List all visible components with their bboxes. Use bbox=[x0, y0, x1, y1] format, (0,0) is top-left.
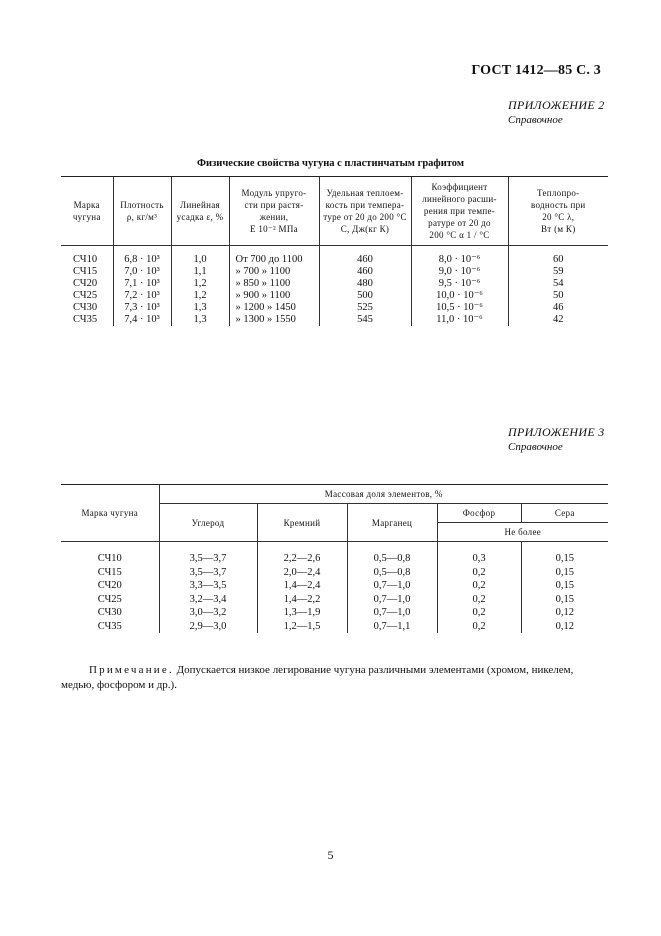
cell-silicon: 2,2—2,6 bbox=[257, 542, 347, 566]
table-row bbox=[61, 266, 608, 278]
cell-shrinkage: 1,0 bbox=[171, 246, 229, 267]
cell-heat-capacity: 525 bbox=[319, 302, 411, 314]
table-row bbox=[61, 314, 608, 326]
note-label: Примечание. bbox=[89, 664, 174, 676]
note-paragraph bbox=[61, 663, 608, 693]
table-row bbox=[61, 290, 608, 302]
header-manganese: Марганец bbox=[347, 504, 437, 542]
table-row bbox=[61, 246, 608, 267]
cell-phosphorus: 0,2 bbox=[437, 620, 521, 634]
table-row bbox=[61, 606, 608, 620]
cell-carbon: 2,9—3,0 bbox=[159, 620, 257, 634]
appendix-2-label bbox=[508, 98, 608, 126]
cell-shrinkage: 1,1 bbox=[171, 266, 229, 278]
cell-density: 7,3 · 10³ bbox=[113, 302, 171, 314]
header-density: Плотность ρ, кг/м³ bbox=[113, 177, 171, 246]
cell-modulus: От 700 до 1100 bbox=[229, 246, 319, 267]
cell-heat-capacity: 500 bbox=[319, 290, 411, 302]
cell-manganese: 0,5—0,8 bbox=[347, 566, 437, 580]
cell-modulus: » 1300 » 1550 bbox=[229, 314, 319, 326]
header-sulfur: Сера bbox=[521, 504, 608, 523]
cell-phosphorus: 0,2 bbox=[437, 566, 521, 580]
header-phosphorus: Фосфор bbox=[437, 504, 521, 523]
header-carbon: Углерод bbox=[159, 504, 257, 542]
table-row bbox=[61, 302, 608, 314]
cell-conductivity: 54 bbox=[508, 278, 608, 290]
cell-grade: СЧ25 bbox=[73, 290, 98, 301]
cell-conductivity: 46 bbox=[508, 302, 608, 314]
cell-expansion: 9,0 · 10⁻⁶ bbox=[411, 266, 508, 278]
cell-carbon: 3,0—3,2 bbox=[159, 606, 257, 620]
cell-manganese: 0,7—1,1 bbox=[347, 620, 437, 634]
header-conductivity: Теплопро- водность при 20 °С λ, Вт (м К) bbox=[508, 177, 608, 246]
cell-silicon: 1,2—1,5 bbox=[257, 620, 347, 634]
cell-modulus: » 1200 » 1450 bbox=[229, 302, 319, 314]
document-header: ГОСТ 1412—85 С. 3 bbox=[471, 63, 601, 78]
cell-density: 7,0 · 10³ bbox=[113, 266, 171, 278]
cell-modulus: » 850 » 1100 bbox=[229, 278, 319, 290]
header-expansion: Коэффициент линейного расши- рения при темпе- ратуре от 20 до 200 °С α 1 / °С bbox=[411, 177, 508, 246]
cell-conductivity: 60 bbox=[508, 246, 608, 267]
cell-shrinkage: 1,2 bbox=[171, 278, 229, 290]
cell-expansion: 8,0 · 10⁻⁶ bbox=[411, 246, 508, 267]
cell-sulfur: 0,15 bbox=[521, 542, 608, 566]
cell-heat-capacity: 545 bbox=[319, 314, 411, 326]
cell-modulus: » 900 » 1100 bbox=[229, 290, 319, 302]
cell-carbon: 3,5—3,7 bbox=[159, 542, 257, 566]
cell-sulfur: 0,15 bbox=[521, 593, 608, 607]
table-row bbox=[61, 593, 608, 607]
table-row bbox=[61, 566, 608, 580]
appendix-3-label bbox=[508, 425, 608, 453]
cell-silicon: 2,0—2,4 bbox=[257, 566, 347, 580]
cell-silicon: 1,4—2,4 bbox=[257, 579, 347, 593]
cell-density: 7,4 · 10³ bbox=[113, 314, 171, 326]
cell-expansion: 10,0 · 10⁻⁶ bbox=[411, 290, 508, 302]
cell-manganese: 0,7—1,0 bbox=[347, 579, 437, 593]
cell-heat-capacity: 480 bbox=[319, 278, 411, 290]
header-shrinkage: Линейная усадка ε, % bbox=[171, 177, 229, 246]
cell-sulfur: 0,12 bbox=[521, 606, 608, 620]
header-grade: Марка чугуна bbox=[61, 485, 159, 542]
cell-carbon: 3,5—3,7 bbox=[159, 566, 257, 580]
cell-silicon: 1,4—2,2 bbox=[257, 593, 347, 607]
table-row bbox=[61, 542, 608, 566]
cell-shrinkage: 1,2 bbox=[171, 290, 229, 302]
chemical-composition-table bbox=[61, 484, 608, 633]
page-number: 5 bbox=[327, 848, 334, 862]
table-row bbox=[61, 620, 608, 634]
appendix-3-title: ПРИЛОЖЕНИЕ 3 bbox=[508, 425, 605, 439]
cell-manganese: 0,5—0,8 bbox=[347, 542, 437, 566]
cell-grade: СЧ20 bbox=[73, 278, 98, 289]
header-not-more-than: Не более bbox=[437, 523, 608, 542]
cell-grade: СЧ35 bbox=[97, 620, 122, 632]
cell-expansion: 11,0 · 10⁻⁶ bbox=[411, 314, 508, 326]
cell-grade: СЧ30 bbox=[73, 302, 98, 313]
cell-shrinkage: 1,3 bbox=[171, 314, 229, 326]
cell-density: 6,8 · 10³ bbox=[113, 246, 171, 267]
appendix-2-title: ПРИЛОЖЕНИЕ 2 bbox=[508, 98, 605, 112]
appendix-3-subtitle: Справочное bbox=[508, 441, 563, 453]
cell-manganese: 0,7—1,0 bbox=[347, 606, 437, 620]
cell-phosphorus: 0,2 bbox=[437, 593, 521, 607]
cell-density: 7,2 · 10³ bbox=[113, 290, 171, 302]
cell-phosphorus: 0,2 bbox=[437, 579, 521, 593]
header-modulus: Модуль упруго- сти при растя- жении, E 10⁻² МПа bbox=[229, 177, 319, 246]
physical-properties-table bbox=[61, 176, 608, 326]
table-1-title: Физические свойства чугуна с пластинчатым графитом bbox=[197, 158, 464, 169]
cell-conductivity: 50 bbox=[508, 290, 608, 302]
note-text: Допускается низкое легирование чугуна различными элементами (хромом, никелем, медью, фосфором и др.). bbox=[61, 664, 574, 691]
cell-density: 7,1 · 10³ bbox=[113, 278, 171, 290]
cell-manganese: 0,7—1,0 bbox=[347, 593, 437, 607]
cell-silicon: 1,3—1,9 bbox=[257, 606, 347, 620]
appendix-2-subtitle: Справочное bbox=[508, 114, 563, 126]
cell-phosphorus: 0,2 bbox=[437, 606, 521, 620]
header-silicon: Кремний bbox=[257, 504, 347, 542]
cell-carbon: 3,3—3,5 bbox=[159, 579, 257, 593]
cell-grade: СЧ15 bbox=[97, 566, 122, 578]
cell-sulfur: 0,15 bbox=[521, 579, 608, 593]
cell-grade: СЧ10 bbox=[97, 553, 122, 564]
cell-grade: СЧ35 bbox=[73, 314, 98, 325]
cell-carbon: 3,2—3,4 bbox=[159, 593, 257, 607]
cell-grade: СЧ10 bbox=[73, 254, 98, 265]
cell-grade: СЧ30 bbox=[97, 607, 122, 618]
cell-sulfur: 0,12 bbox=[521, 620, 608, 634]
cell-phosphorus: 0,3 bbox=[437, 542, 521, 566]
table-row bbox=[61, 278, 608, 290]
cell-heat-capacity: 460 bbox=[319, 266, 411, 278]
header-grade: Марка чугуна bbox=[61, 177, 113, 246]
cell-expansion: 10,5 · 10⁻⁶ bbox=[411, 302, 508, 314]
table-2-header-row-1 bbox=[61, 485, 608, 504]
table-row bbox=[61, 579, 608, 593]
cell-grade: СЧ15 bbox=[73, 266, 98, 277]
cell-shrinkage: 1,3 bbox=[171, 302, 229, 314]
cell-modulus: » 700 » 1100 bbox=[229, 266, 319, 278]
table-1-header-row bbox=[61, 177, 608, 246]
cell-sulfur: 0,15 bbox=[521, 566, 608, 580]
cell-expansion: 9,5 · 10⁻⁶ bbox=[411, 278, 508, 290]
cell-grade: СЧ25 bbox=[97, 593, 122, 605]
header-mass-fraction: Массовая доля элементов, % bbox=[159, 485, 608, 504]
cell-heat-capacity: 460 bbox=[319, 246, 411, 267]
header-heat-capacity: Удельная теплоем- кость при темпера- туре от 20 до 200 °С С, Дж(кг К) bbox=[319, 177, 411, 246]
cell-conductivity: 59 bbox=[508, 266, 608, 278]
cell-grade: СЧ20 bbox=[97, 580, 122, 591]
cell-conductivity: 42 bbox=[508, 314, 608, 326]
